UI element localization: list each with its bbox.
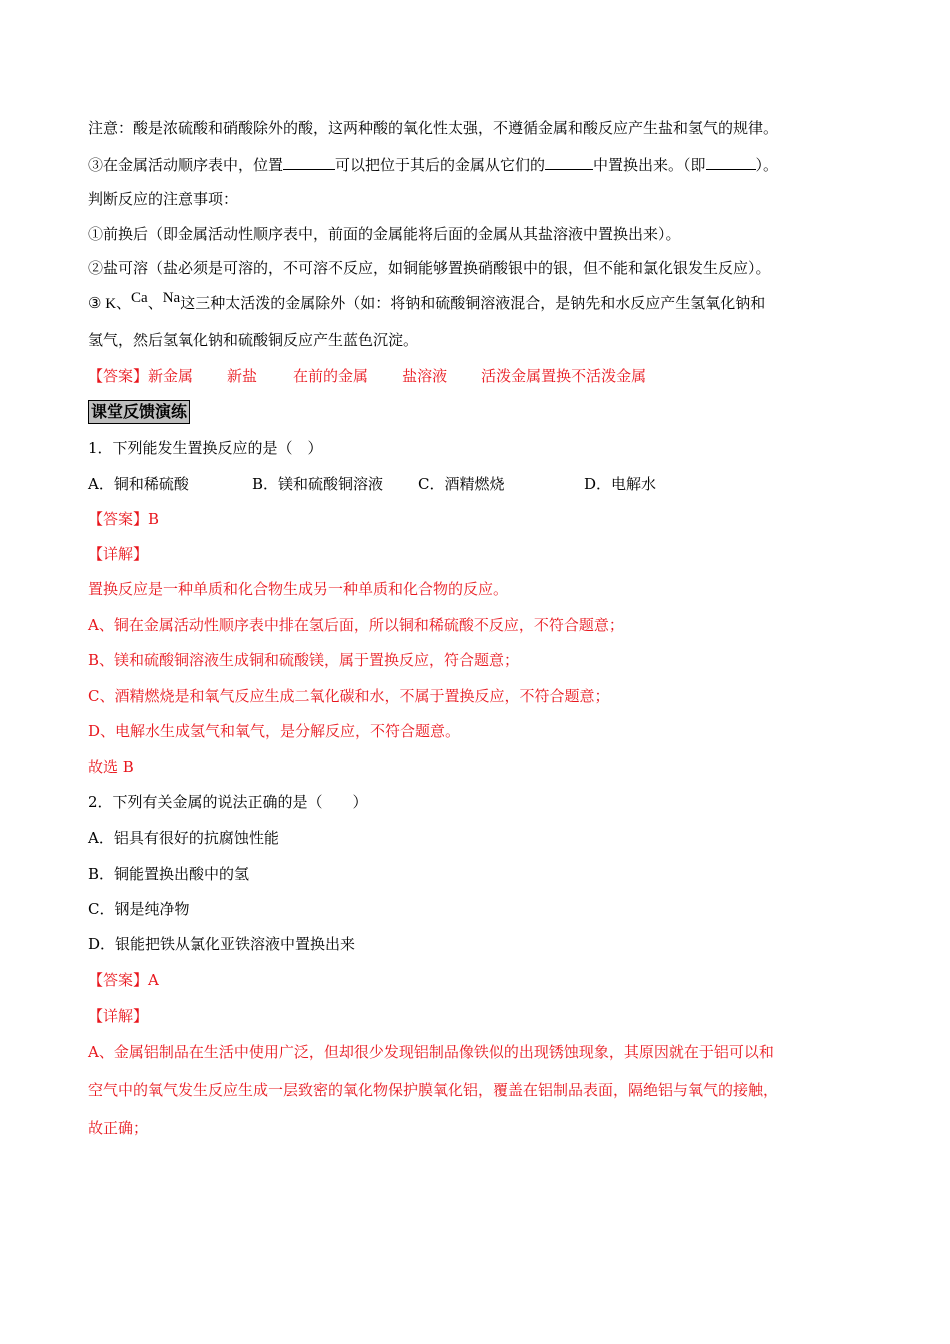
note-line: 注意：酸是浓硫酸和硝酸除外的酸，这两种酸的氧化性太强，不遵循金属和酸反应产生盐和氢气的规律。 [88,119,779,137]
answer-fill-1: 新金属 [148,367,194,385]
blank-2 [545,154,593,170]
item-3-prefix: ③ K、 [88,296,132,312]
rule-3-text-c: 中置换出来。（即 [593,156,706,174]
q1-detail-c: C、酒精燃烧是和氧气反应生成二氧化碳和水，不属于置换反应，不符合题意； [88,687,610,705]
q1-detail-label: 【详解】 [88,545,149,563]
q1-option-a: A．铜和稀硫酸 [88,475,189,493]
q1-conclusion: 故选 B [88,758,134,776]
judge-item-1: ①前换后（即金属活动性顺序表中，前面的金属能将后面的金属从其盐溶液中置换出来）。 [88,225,681,243]
answer-line-0 [88,366,646,386]
answer-fill-3: 在前的金属 [293,367,369,385]
rule-3-text-b: 可以把位于其后的金属从它们的 [335,156,546,174]
section-title: 课堂反馈演练 [88,400,190,424]
element-ca: Ca [131,290,148,306]
q1-options [88,474,656,494]
q1-detail-a: A、铜在金属活动性顺序表中排在氢后面，所以铜和稀硫酸不反应，不符合题意； [88,616,624,634]
q2-stem: 2．下列有关金属的说法正确的是（ ） [88,793,368,811]
q1-detail-b: B、镁和硫酸铜溶液生成铜和硫酸镁，属于置换反应，符合题意； [88,651,520,669]
blank-1 [283,154,335,170]
q1-detail-intro: 置换反应是一种单质和化合物生成另一种单质和化合物的反应。 [88,580,509,598]
q1-option-c: C．酒精燃烧 [418,475,505,493]
rule-3-text-a: ③在金属活动顺序表中，位置 [88,156,284,174]
q2-option-a: A．铝具有很好的抗腐蚀性能 [88,829,279,847]
element-na: Na [162,290,181,306]
q2-option-b: B．铜能置换出酸中的氢 [88,865,250,883]
q1-answer: 【答案】B [88,510,160,528]
q2-detail-label: 【详解】 [88,1007,149,1025]
judge-item-2: ②盐可溶（盐必须是可溶的，不可溶不反应，如铜能够置换硝酸银中的银，但不能和氯化银发生反应）。 [88,259,771,277]
q1-option-d: D．电解水 [584,475,657,493]
item-3-sep: 、 [147,294,163,312]
blank-3 [706,154,756,170]
q2-answer: 【答案】A [88,971,159,989]
q1-stem: 1．下列能发生置换反应的是（ ） [88,439,323,457]
q1-detail-d: D、电解水生成氢气和氧气，是分解反应，不符合题意。 [88,722,461,740]
rule-3-text-d: ）。 [755,156,779,174]
judge-item-3 [88,290,766,314]
answer-label: 【答案】 [88,367,149,385]
answer-fill-4: 盐溶液 [402,367,448,385]
q2-option-d: D．银能把铁从氯化亚铁溶液中置换出来 [88,935,356,953]
q2-option-c: C．钢是纯净物 [88,900,190,918]
item-3-rest: 这三种太活泼的金属除外（如：将钠和硫酸铜溶液混合，是钠先和水反应产生氢氧化钠和 [180,294,766,312]
judge-item-3-cont: 氢气，然后氢氧化钠和硫酸铜反应产生蓝色沉淀。 [88,331,419,349]
q2-detail-a-line-2: 空气中的氧气发生反应生成一层致密的氧化物保护膜氧化铝，覆盖在铝制品表面，隔绝铝与氧气的接触， [88,1081,779,1099]
answer-fill-2: 新盐 [227,367,258,385]
rule-3-line [88,154,778,175]
q1-option-b: B．镁和硫酸铜溶液 [252,475,384,493]
q2-detail-a-line-1: A、金属铝制品在生活中使用广泛，但却很少发现铝制品像铁似的出现锈蚀现象，其原因就在于铝可以和 [88,1043,774,1061]
answer-fill-5: 活泼金属置换不活泼金属 [481,367,647,385]
judge-title: 判断反应的注意事项： [88,190,239,208]
q2-detail-a-line-3: 故正确； [88,1119,149,1137]
